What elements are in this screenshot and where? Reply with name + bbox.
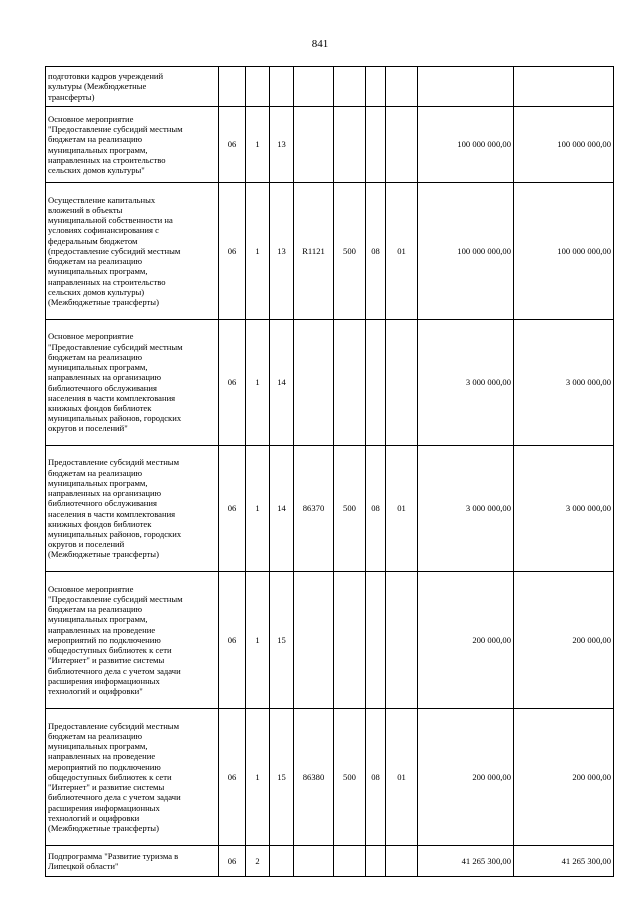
- table-row: [46, 320, 614, 446]
- cell-section: 06: [219, 846, 246, 877]
- cell-amount-2: 41 265 300,00: [514, 846, 614, 877]
- cell-amount-2: 3 000 000,00: [514, 446, 614, 572]
- cell-expense-type: [334, 320, 366, 446]
- cell-subsection: [386, 67, 418, 107]
- cell-description: Осуществление капитальных вложений в объекты муниципальной собственности на условиях софинансирования с федеральным бюджетом (предоставление субсидий местным бюджетам на реализацию муниципальных программ, направленных на строительство сельских домов культуры) (Межбюджетные трансферты): [46, 183, 219, 320]
- cell-expense-type: [334, 572, 366, 709]
- cell-chapter: [366, 67, 386, 107]
- cell-amount-2: [514, 67, 614, 107]
- cell-chapter: 08: [366, 709, 386, 846]
- cell-direction: [294, 572, 334, 709]
- cell-chapter: 08: [366, 446, 386, 572]
- cell-amount-2: 100 000 000,00: [514, 183, 614, 320]
- cell-subprogram: 1: [246, 183, 270, 320]
- cell-direction: [294, 846, 334, 877]
- cell-direction: 86380: [294, 709, 334, 846]
- cell-expense-type: 500: [334, 446, 366, 572]
- cell-section: 06: [219, 107, 246, 183]
- cell-measure: [270, 67, 294, 107]
- cell-direction: 86370: [294, 446, 334, 572]
- table-row: [46, 107, 614, 183]
- cell-chapter: [366, 107, 386, 183]
- cell-amount-2: 200 000,00: [514, 709, 614, 846]
- cell-subprogram: 1: [246, 709, 270, 846]
- cell-measure: 15: [270, 709, 294, 846]
- cell-subprogram: 1: [246, 446, 270, 572]
- cell-amount-1: 3 000 000,00: [418, 446, 514, 572]
- cell-amount-1: 3 000 000,00: [418, 320, 514, 446]
- cell-subsection: 01: [386, 183, 418, 320]
- cell-amount-2: 3 000 000,00: [514, 320, 614, 446]
- cell-section: 06: [219, 183, 246, 320]
- cell-measure: [270, 846, 294, 877]
- cell-amount-2: 100 000 000,00: [514, 107, 614, 183]
- cell-amount-1: 100 000 000,00: [418, 183, 514, 320]
- cell-amount-2: 200 000,00: [514, 572, 614, 709]
- table-row: [46, 572, 614, 709]
- cell-measure: 14: [270, 320, 294, 446]
- cell-description: Основное мероприятие "Предоставление субсидий местным бюджетам на реализацию муниципальных программ, направленных на проведение мероприятий по подключению общедоступных библиотек к сети "Интернет" и развитие системы библиотечного дела с учетом задачи расширения информационных технологий и оцифровки": [46, 572, 219, 709]
- cell-amount-1: [418, 67, 514, 107]
- cell-description: Основное мероприятие "Предоставление субсидий местным бюджетам на реализацию муниципальных программ, направленных на организацию библиотечного обслуживания населения в части комплектования книжных фондов библиотек муниципальных районов, городских округов и поселений": [46, 320, 219, 446]
- cell-chapter: 08: [366, 183, 386, 320]
- cell-subprogram: 2: [246, 846, 270, 877]
- cell-subsection: [386, 846, 418, 877]
- cell-subsection: [386, 572, 418, 709]
- cell-chapter: [366, 846, 386, 877]
- cell-measure: 15: [270, 572, 294, 709]
- cell-subsection: 01: [386, 446, 418, 572]
- cell-section: 06: [219, 320, 246, 446]
- cell-measure: 13: [270, 107, 294, 183]
- cell-expense-type: 500: [334, 709, 366, 846]
- cell-section: 06: [219, 572, 246, 709]
- page-number: 841: [311, 38, 329, 50]
- cell-amount-1: 100 000 000,00: [418, 107, 514, 183]
- cell-expense-type: [334, 67, 366, 107]
- cell-amount-1: 200 000,00: [418, 709, 514, 846]
- cell-expense-type: [334, 107, 366, 183]
- cell-direction: [294, 320, 334, 446]
- cell-subsection: [386, 107, 418, 183]
- cell-expense-type: 500: [334, 183, 366, 320]
- cell-description: подготовки кадров учреждений культуры (Межбюджетные трансферты): [46, 67, 219, 107]
- cell-subprogram: 1: [246, 572, 270, 709]
- cell-expense-type: [334, 846, 366, 877]
- table-body: [46, 67, 614, 877]
- cell-chapter: [366, 572, 386, 709]
- table-row: [46, 709, 614, 846]
- cell-direction: [294, 107, 334, 183]
- cell-description: Предоставление субсидий местным бюджетам на реализацию муниципальных программ, направленных на организацию библиотечного обслуживания населения в части комплектования книжных фондов библиотек муниципальных районов, городских округов и поселений (Межбюджетные трансферты): [46, 446, 219, 572]
- cell-section: 06: [219, 709, 246, 846]
- table-row: [46, 67, 614, 107]
- budget-table: [45, 66, 614, 877]
- cell-subsection: [386, 320, 418, 446]
- cell-amount-1: 41 265 300,00: [418, 846, 514, 877]
- cell-direction: R1121: [294, 183, 334, 320]
- cell-measure: 14: [270, 446, 294, 572]
- cell-direction: [294, 67, 334, 107]
- cell-amount-1: 200 000,00: [418, 572, 514, 709]
- table-row: [46, 846, 614, 877]
- cell-description: Подпрограмма "Развитие туризма в Липецкой области": [46, 846, 219, 877]
- cell-measure: 13: [270, 183, 294, 320]
- cell-description: Предоставление субсидий местным бюджетам на реализацию муниципальных программ, направленных на проведение мероприятий по подключению общедоступных библиотек к сети "Интернет" и развитие системы библиотечного дела с учетом задачи расширения информационных технологий и оцифровки (Межбюджетные трансферты): [46, 709, 219, 846]
- table-row: [46, 183, 614, 320]
- cell-section: 06: [219, 446, 246, 572]
- table-row: [46, 446, 614, 572]
- cell-subprogram: [246, 67, 270, 107]
- cell-subprogram: 1: [246, 320, 270, 446]
- cell-section: [219, 67, 246, 107]
- cell-subprogram: 1: [246, 107, 270, 183]
- cell-subsection: 01: [386, 709, 418, 846]
- cell-description: Основное мероприятие "Предоставление субсидий местным бюджетам на реализацию муниципальных программ, направленных на строительство сельских домов культуры": [46, 107, 219, 183]
- cell-chapter: [366, 320, 386, 446]
